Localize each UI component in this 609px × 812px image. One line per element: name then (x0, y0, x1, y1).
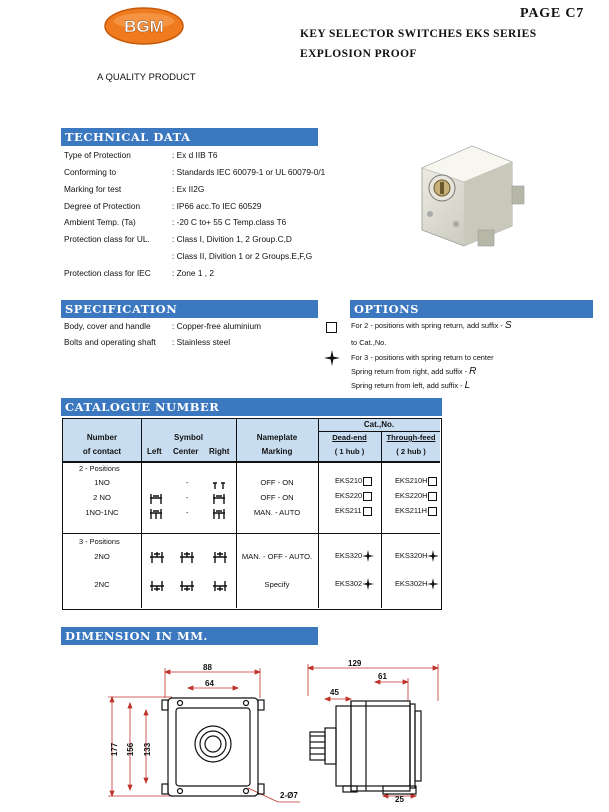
dash-cell: - (186, 508, 189, 517)
bgm-logo (103, 6, 185, 46)
col-1hub: ( 1 hub ) (334, 447, 365, 456)
dash-cell: - (186, 478, 189, 487)
tech-value: : Zone 1 , 2 (172, 268, 214, 278)
tech-label: Conforming to (64, 167, 117, 177)
contact-cell: 1NO-1NC (85, 508, 119, 517)
row-divider (63, 461, 440, 463)
col-center: Center (173, 447, 199, 456)
spec-label: Body, cover and handle (64, 321, 151, 331)
star-icon (362, 550, 374, 562)
option-line: For 2 - positions with spring return, add suffix - S (351, 320, 512, 331)
dim-177: 177 (110, 742, 120, 757)
contact-cell: 1NO (94, 478, 110, 487)
col-through: Through-feed (386, 433, 436, 442)
dim-61: 61 (378, 672, 387, 681)
contact-symbol-icon (149, 507, 163, 525)
contact-symbol-icon (212, 507, 226, 525)
tech-label: Type of Protection (64, 150, 131, 160)
square-symbol-icon (326, 322, 337, 333)
col-marking: Marking (261, 447, 293, 456)
dim-45: 45 (330, 688, 339, 697)
col-2hub: ( 2 hub ) (396, 447, 426, 456)
dim-2-phi7: 2-Ø7 (280, 791, 298, 800)
contact-symbol-icon (149, 579, 165, 597)
tech-value: : -20 C to+ 55 C Temp.class T6 (172, 217, 287, 227)
checkbox-icon (428, 477, 437, 486)
row-divider (63, 533, 440, 534)
dimension-heading: DIMENSION IN MM. (61, 627, 318, 645)
col-divider (141, 419, 142, 608)
tech-row (64, 150, 131, 160)
spec-label: Bolts and operating shaft (64, 337, 156, 347)
catalogue-table (62, 418, 442, 610)
spec-value: : Stainless steel (172, 337, 231, 347)
col-symbol: Symbol (174, 433, 203, 442)
marking-cell: MAN. - OFF - AUTO. (241, 552, 313, 561)
col-divider (381, 431, 382, 608)
star-icon (362, 578, 374, 590)
catno-deadend: EKS302 (335, 578, 374, 590)
front-view-drawing (100, 660, 300, 810)
technical-data-heading: TECHNICAL DATA (61, 128, 318, 146)
dim-88: 88 (203, 663, 212, 672)
marking-cell: MAN. - AUTO (253, 508, 301, 517)
suffix-r: R (469, 366, 477, 377)
col-deadend: Dead-end (332, 433, 367, 442)
option-line: to Cat.,No. (351, 338, 387, 347)
contact-symbol-icon (179, 551, 195, 569)
catno-through: EKS220H (395, 491, 437, 501)
tech-value: : Ex d IIB T6 (172, 150, 218, 160)
product-photo (408, 134, 528, 254)
catno-through: EKS211H (395, 506, 437, 516)
catno-through: EKS302H (395, 578, 439, 590)
dash-cell: - (186, 493, 189, 502)
col-nameplate: Nameplate (256, 433, 298, 442)
contact-symbol-icon (212, 551, 228, 569)
catno-through: EKS210H (395, 476, 437, 486)
tech-value: : IP66 acc.To IEC 60529 (172, 201, 262, 211)
option-line: Spring return from right, add suffix - R (351, 366, 477, 377)
specification-heading: SPECIFICATION (61, 300, 318, 318)
catalogue-heading: CATALOGUE NUMBER (61, 398, 442, 416)
contact-cell: 2 NO (93, 493, 111, 502)
suffix-s: S (504, 320, 512, 331)
row-divider (318, 431, 440, 432)
page-subtitle: EXPLOSION PROOF (300, 48, 417, 60)
tech-label: Protection class for UL. (64, 234, 150, 244)
contact-symbol-icon (179, 579, 195, 597)
group-label: 2 - Positions (79, 464, 120, 473)
col-right: Right (209, 447, 230, 456)
catno-deadend: EKS210 (335, 476, 372, 486)
catno-deadend: EKS320 (335, 550, 374, 562)
star-icon (427, 578, 439, 590)
marking-cell: OFF - ON (260, 493, 294, 502)
dim-129: 129 (348, 659, 362, 668)
checkbox-icon (363, 507, 372, 516)
checkbox-icon (428, 507, 437, 516)
options-heading: OPTIONS (350, 300, 593, 318)
group-label: 3 - Positions (79, 537, 120, 546)
dim-64: 64 (205, 679, 214, 688)
dim-25: 25 (395, 795, 404, 804)
option-line: For 3 - positions with spring return to center (351, 353, 494, 362)
tech-label: Ambient Temp. (Ta) (64, 217, 136, 227)
tagline: A QUALITY PRODUCT (97, 72, 196, 83)
spec-value: : Copper-free aluminium (172, 321, 261, 331)
col-of-contact: of contact (82, 447, 122, 456)
dim-156: 156 (126, 742, 136, 757)
marking-cell: Specify (264, 580, 290, 589)
catno-deadend: EKS220 (335, 491, 372, 501)
col-number: Number (86, 433, 118, 442)
option-line: Spring return from left, add suffix - L (351, 380, 471, 391)
tech-value: : Class II, Divition 1 or 2 Groups.E,F,G (172, 251, 313, 261)
tech-value: : Class I, Divition 1, 2 Group.C,D (172, 234, 292, 244)
checkbox-icon (363, 477, 372, 486)
tech-label: Degree of Protection (64, 201, 141, 211)
page-number: PAGE C7 (520, 6, 585, 21)
logo-text: BGM (124, 17, 164, 36)
checkbox-icon (428, 492, 437, 501)
star-icon (427, 550, 439, 562)
col-left: Left (147, 447, 162, 456)
contact-symbol-icon (149, 551, 165, 569)
marking-cell: OFF - ON (260, 478, 294, 487)
suffix-l: L (464, 380, 471, 391)
page-title: KEY SELECTOR SWITCHES EKS SERIES (300, 28, 537, 40)
tech-value: : Ex II2G (172, 184, 205, 194)
catno-through: EKS320H (395, 550, 439, 562)
dim-133: 133 (143, 742, 153, 757)
contact-cell: 2NO (94, 552, 110, 561)
contact-cell: 2NC (94, 580, 110, 589)
tech-label: Marking for test (64, 184, 122, 194)
col-catno: Cat.,No. (363, 420, 395, 429)
tech-value: : Standards IEC 60079-1 or UL 60079-0/1 (172, 167, 326, 177)
star-symbol-icon (324, 350, 340, 371)
contact-symbol-icon (212, 579, 228, 597)
tech-label: Protection class for IEC (64, 268, 151, 278)
catno-deadend: EKS211 (335, 506, 372, 516)
side-view-drawing (298, 656, 448, 810)
checkbox-icon (363, 492, 372, 501)
